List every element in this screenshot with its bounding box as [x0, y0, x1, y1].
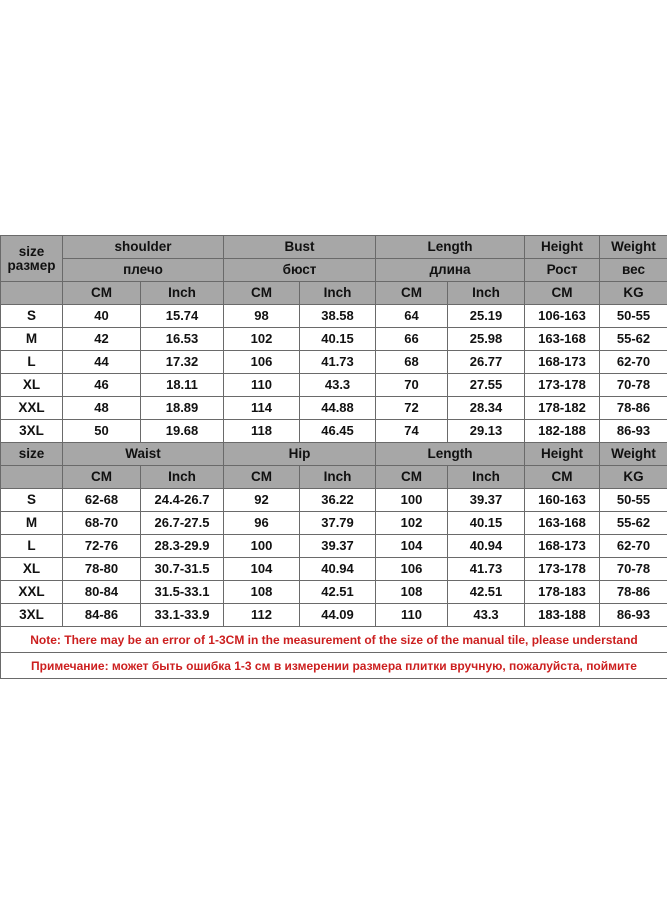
- value-cell: 26.7-27.5: [141, 512, 224, 535]
- header-length: Length: [376, 236, 525, 259]
- note-row: [1, 627, 667, 653]
- value-cell: 40.15: [448, 512, 525, 535]
- table2-units-row: [1, 466, 667, 489]
- value-cell: 40.15: [300, 328, 376, 351]
- size-label-ru: размер: [7, 257, 56, 273]
- value-cell: 74: [376, 420, 448, 443]
- value-cell: 26.77: [448, 351, 525, 374]
- table-row: [1, 489, 667, 512]
- value-cell: 18.89: [141, 397, 224, 420]
- value-cell: 110: [224, 374, 300, 397]
- value-cell: 72: [376, 397, 448, 420]
- size-chart: [0, 235, 667, 679]
- value-cell: 42.51: [448, 581, 525, 604]
- value-cell: 96: [224, 512, 300, 535]
- unit-cell: CM: [63, 466, 141, 489]
- value-cell: 37.79: [300, 512, 376, 535]
- unit-cell-blank: [1, 466, 63, 489]
- unit-cell: KG: [600, 466, 667, 489]
- value-cell: 39.37: [448, 489, 525, 512]
- value-cell: 183-188: [525, 604, 600, 627]
- value-cell: 102: [376, 512, 448, 535]
- value-cell: 50-55: [600, 489, 667, 512]
- size-cell: S: [1, 489, 63, 512]
- size-cell: XL: [1, 374, 63, 397]
- table-row: [1, 328, 667, 351]
- value-cell: 44: [63, 351, 141, 374]
- note-en: Note: There may be an error of 1-3CM in the measurement of the size of the manual tile, please understand: [1, 627, 667, 653]
- table2-header-1: Hip: [224, 443, 376, 466]
- value-cell: 15.74: [141, 305, 224, 328]
- table1-size-label: [1, 236, 63, 282]
- unit-cell: CM: [224, 466, 300, 489]
- table-row: [1, 397, 667, 420]
- value-cell: 28.3-29.9: [141, 535, 224, 558]
- unit-cell: Inch: [448, 466, 525, 489]
- value-cell: 33.1-33.9: [141, 604, 224, 627]
- header-length-ru: длина: [376, 259, 525, 282]
- value-cell: 168-173: [525, 351, 600, 374]
- value-cell: 16.53: [141, 328, 224, 351]
- size-cell: XXL: [1, 397, 63, 420]
- header-weight-ru: вес: [600, 259, 667, 282]
- value-cell: 80-84: [63, 581, 141, 604]
- value-cell: 44.88: [300, 397, 376, 420]
- value-cell: 178-183: [525, 581, 600, 604]
- value-cell: 72-76: [63, 535, 141, 558]
- unit-cell: Inch: [141, 466, 224, 489]
- value-cell: 104: [376, 535, 448, 558]
- value-cell: 84-86: [63, 604, 141, 627]
- value-cell: 160-163: [525, 489, 600, 512]
- table1-header-row: [1, 236, 667, 259]
- unit-cell: Inch: [300, 282, 376, 305]
- table-row: [1, 581, 667, 604]
- header-height: Height: [525, 236, 600, 259]
- header-bust: Bust: [224, 236, 376, 259]
- unit-cell-blank: [1, 282, 63, 305]
- table1-header-ru-row: [1, 259, 667, 282]
- value-cell: 48: [63, 397, 141, 420]
- value-cell: 100: [224, 535, 300, 558]
- unit-cell: CM: [376, 466, 448, 489]
- value-cell: 46: [63, 374, 141, 397]
- unit-cell: CM: [525, 282, 600, 305]
- value-cell: 62-68: [63, 489, 141, 512]
- value-cell: 50-55: [600, 305, 667, 328]
- value-cell: 50: [63, 420, 141, 443]
- table2-header-3: Height: [525, 443, 600, 466]
- note-ru: Примечание: может быть ошибка 1-3 см в измерении размера плитки вручную, пожалуйста, поймите: [1, 653, 667, 679]
- value-cell: 46.45: [300, 420, 376, 443]
- value-cell: 40.94: [300, 558, 376, 581]
- unit-cell: CM: [525, 466, 600, 489]
- value-cell: 17.32: [141, 351, 224, 374]
- value-cell: 182-188: [525, 420, 600, 443]
- value-cell: 104: [224, 558, 300, 581]
- value-cell: 28.34: [448, 397, 525, 420]
- value-cell: 114: [224, 397, 300, 420]
- size-chart-table: [0, 235, 667, 679]
- value-cell: 30.7-31.5: [141, 558, 224, 581]
- value-cell: 38.58: [300, 305, 376, 328]
- value-cell: 42.51: [300, 581, 376, 604]
- value-cell: 168-173: [525, 535, 600, 558]
- value-cell: 68: [376, 351, 448, 374]
- value-cell: 106: [224, 351, 300, 374]
- unit-cell: CM: [376, 282, 448, 305]
- value-cell: 178-182: [525, 397, 600, 420]
- value-cell: 102: [224, 328, 300, 351]
- value-cell: 163-168: [525, 512, 600, 535]
- value-cell: 163-168: [525, 328, 600, 351]
- table-row: [1, 512, 667, 535]
- value-cell: 86-93: [600, 604, 667, 627]
- value-cell: 55-62: [600, 328, 667, 351]
- value-cell: 43.3: [448, 604, 525, 627]
- value-cell: 19.68: [141, 420, 224, 443]
- size-cell: S: [1, 305, 63, 328]
- table2-header-row: [1, 443, 667, 466]
- size-cell: XXL: [1, 581, 63, 604]
- value-cell: 86-93: [600, 420, 667, 443]
- value-cell: 66: [376, 328, 448, 351]
- value-cell: 118: [224, 420, 300, 443]
- table-row: [1, 604, 667, 627]
- value-cell: 39.37: [300, 535, 376, 558]
- header-shoulder-ru: плечо: [63, 259, 224, 282]
- size-cell: M: [1, 512, 63, 535]
- value-cell: 29.13: [448, 420, 525, 443]
- value-cell: 55-62: [600, 512, 667, 535]
- table1-units-row: [1, 282, 667, 305]
- size-cell: 3XL: [1, 420, 63, 443]
- value-cell: 173-178: [525, 558, 600, 581]
- size-cell: L: [1, 351, 63, 374]
- table-row: [1, 305, 667, 328]
- value-cell: 41.73: [448, 558, 525, 581]
- size-label: size: [18, 243, 45, 259]
- value-cell: 92: [224, 489, 300, 512]
- table2-size-label: size: [1, 443, 63, 466]
- value-cell: 40: [63, 305, 141, 328]
- value-cell: 106-163: [525, 305, 600, 328]
- value-cell: 62-70: [600, 351, 667, 374]
- value-cell: 70-78: [600, 558, 667, 581]
- value-cell: 98: [224, 305, 300, 328]
- value-cell: 62-70: [600, 535, 667, 558]
- table-row: [1, 420, 667, 443]
- size-cell: 3XL: [1, 604, 63, 627]
- table2-header-4: Weight: [600, 443, 667, 466]
- value-cell: 40.94: [448, 535, 525, 558]
- value-cell: 64: [376, 305, 448, 328]
- value-cell: 70: [376, 374, 448, 397]
- value-cell: 100: [376, 489, 448, 512]
- header-weight: Weight: [600, 236, 667, 259]
- header-bust-ru: бюст: [224, 259, 376, 282]
- table-row: [1, 535, 667, 558]
- size-cell: M: [1, 328, 63, 351]
- value-cell: 31.5-33.1: [141, 581, 224, 604]
- value-cell: 108: [224, 581, 300, 604]
- value-cell: 44.09: [300, 604, 376, 627]
- value-cell: 112: [224, 604, 300, 627]
- value-cell: 25.98: [448, 328, 525, 351]
- size-chart-body: [1, 236, 667, 679]
- value-cell: 41.73: [300, 351, 376, 374]
- value-cell: 24.4-26.7: [141, 489, 224, 512]
- table-row: [1, 351, 667, 374]
- value-cell: 36.22: [300, 489, 376, 512]
- size-cell: XL: [1, 558, 63, 581]
- value-cell: 42: [63, 328, 141, 351]
- value-cell: 106: [376, 558, 448, 581]
- value-cell: 78-86: [600, 397, 667, 420]
- unit-cell: CM: [63, 282, 141, 305]
- value-cell: 110: [376, 604, 448, 627]
- value-cell: 70-78: [600, 374, 667, 397]
- value-cell: 43.3: [300, 374, 376, 397]
- value-cell: 78-80: [63, 558, 141, 581]
- unit-cell: Inch: [300, 466, 376, 489]
- header-shoulder: shoulder: [63, 236, 224, 259]
- value-cell: 68-70: [63, 512, 141, 535]
- unit-cell: Inch: [141, 282, 224, 305]
- unit-cell: KG: [600, 282, 667, 305]
- table-row: [1, 374, 667, 397]
- value-cell: 25.19: [448, 305, 525, 328]
- value-cell: 173-178: [525, 374, 600, 397]
- value-cell: 18.11: [141, 374, 224, 397]
- size-cell: L: [1, 535, 63, 558]
- value-cell: 78-86: [600, 581, 667, 604]
- table2-header-2: Length: [376, 443, 525, 466]
- note-row: [1, 653, 667, 679]
- unit-cell: Inch: [448, 282, 525, 305]
- header-height-ru: Рост: [525, 259, 600, 282]
- unit-cell: CM: [224, 282, 300, 305]
- value-cell: 108: [376, 581, 448, 604]
- table-row: [1, 558, 667, 581]
- value-cell: 27.55: [448, 374, 525, 397]
- table2-header-0: Waist: [63, 443, 224, 466]
